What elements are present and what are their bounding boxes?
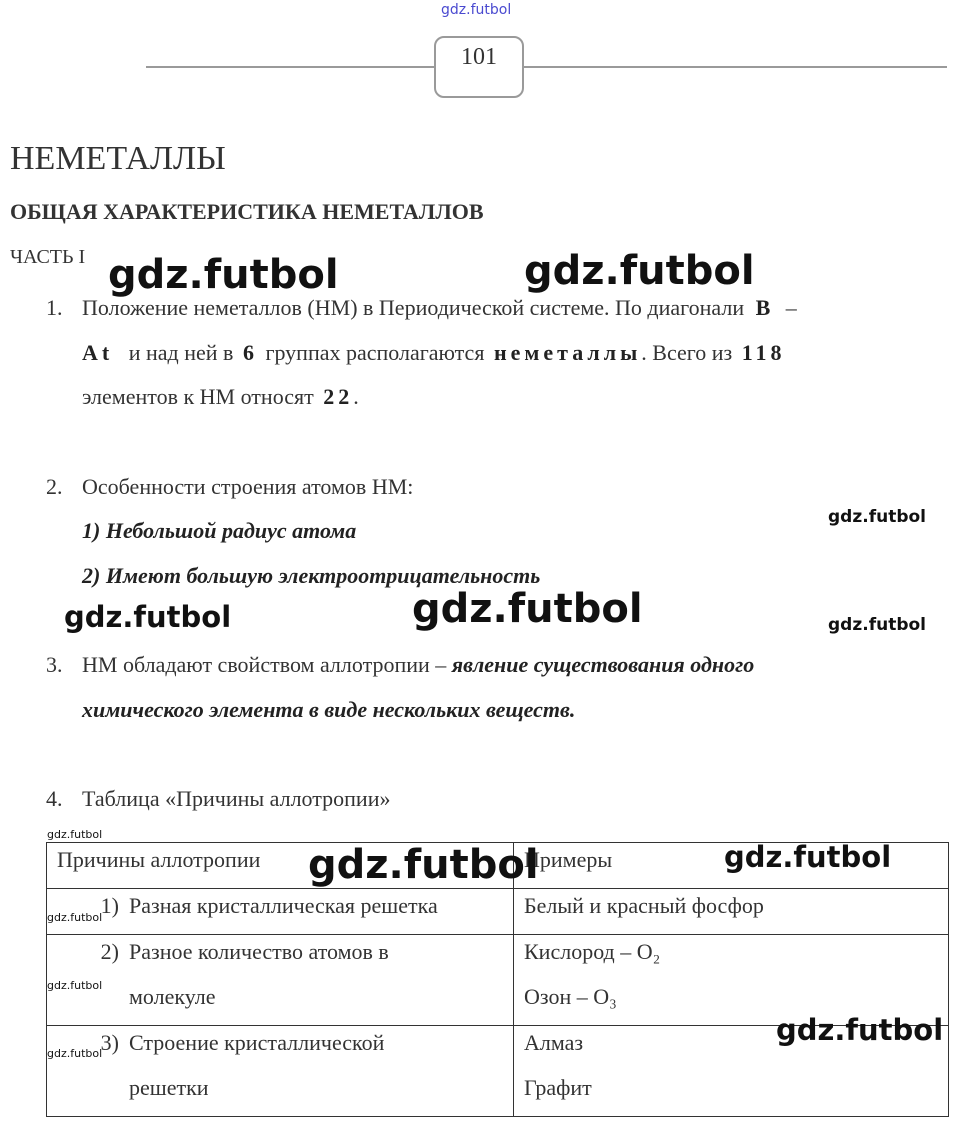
watermark: gdz.futbol bbox=[47, 911, 103, 924]
table-cause-cell bbox=[47, 889, 514, 935]
item-2-text: Особенности строения атомов НМ: bbox=[82, 474, 414, 499]
watermark: gdz.futbol bbox=[524, 248, 755, 294]
table-cause-cell bbox=[47, 1026, 514, 1117]
cause-text: молекуле bbox=[129, 984, 216, 1009]
row-number: 3) bbox=[100, 1030, 119, 1055]
page-number: 101 bbox=[461, 44, 497, 70]
item-1-answer-count: 22 bbox=[323, 384, 354, 409]
item-4-text: Таблица «Причины аллотропии» bbox=[82, 786, 391, 811]
table-cause-cell bbox=[47, 935, 514, 1026]
item-1-text-1: Положение неметаллов (НМ) в Периодической системе. По диагонали bbox=[82, 295, 745, 320]
item-2-point-1: 1) Небольшой радиус атома bbox=[82, 518, 357, 543]
item-1-number: 1. bbox=[46, 295, 63, 320]
example-text: Кислород – O₂ bbox=[524, 939, 661, 964]
watermark-top: gdz.futbol bbox=[441, 2, 512, 18]
header-rule-right bbox=[520, 66, 947, 68]
watermark: gdz.futbol bbox=[47, 828, 103, 841]
item-3-answer-part-1: явление существования одного bbox=[451, 652, 755, 677]
item-1-answer-total: 118 bbox=[741, 340, 786, 365]
item-2-number: 2. bbox=[46, 474, 63, 499]
item-1-answer-nonmetals: неметаллы bbox=[493, 340, 642, 365]
watermark: gdz.futbol bbox=[828, 507, 926, 527]
table-header-causes: Причины аллотропии bbox=[47, 843, 514, 889]
table-example-cell bbox=[514, 889, 949, 935]
page-title: НЕМЕТАЛЛЫ bbox=[10, 140, 226, 177]
item-3-line-1 bbox=[82, 652, 754, 678]
table-row bbox=[47, 889, 949, 935]
part-label: ЧАСТЬ I bbox=[10, 246, 86, 268]
watermark: gdz.futbol bbox=[724, 840, 892, 874]
watermark: gdz.futbol bbox=[308, 842, 539, 888]
item-3-number: 3. bbox=[46, 652, 63, 677]
item-1-line-1 bbox=[82, 295, 797, 321]
example-text: Белый и красный фосфор bbox=[524, 893, 764, 918]
item-1-line-2 bbox=[82, 340, 786, 366]
example-text: Озон – O₃ bbox=[524, 984, 617, 1009]
table-row bbox=[47, 935, 949, 1026]
item-2-point-2: 2) Имеют большую электроотрицательность bbox=[82, 563, 541, 588]
row-number: 1) bbox=[100, 893, 119, 918]
item-1-text-2: и над ней в bbox=[128, 340, 234, 365]
item-1-answer-at: At bbox=[82, 340, 114, 365]
cause-text: Разная кристаллическая решетка bbox=[129, 893, 438, 918]
example-text: Графит bbox=[524, 1075, 592, 1100]
item-1-text-4: . Всего из bbox=[641, 340, 733, 365]
watermark: gdz.futbol bbox=[47, 1047, 103, 1060]
watermark: gdz.futbol bbox=[64, 600, 232, 634]
cause-text: Строение кристаллической bbox=[129, 1030, 385, 1055]
item-1-dash: – bbox=[785, 295, 797, 320]
watermark: gdz.futbol bbox=[108, 252, 339, 298]
cause-text: решетки bbox=[129, 1075, 209, 1100]
watermark: gdz.futbol bbox=[828, 615, 926, 635]
example-text: Алмаз bbox=[524, 1030, 584, 1055]
row-number: 2) bbox=[100, 939, 119, 964]
table-example-cell bbox=[514, 935, 949, 1026]
cause-text: Разное количество атомов в bbox=[129, 939, 389, 964]
item-1-line-3 bbox=[82, 384, 359, 410]
watermark: gdz.futbol bbox=[776, 1013, 944, 1047]
item-3-answer-part-2: химического элемента в виде нескольких веществ. bbox=[82, 697, 576, 722]
item-1-answer-groups: 6 bbox=[242, 340, 254, 365]
item-4-number: 4. bbox=[46, 786, 63, 811]
item-3-text: НМ обладают свойством аллотропии – bbox=[82, 652, 447, 677]
watermark: gdz.futbol bbox=[47, 979, 103, 992]
item-1-text-5: элементов к НМ относят bbox=[82, 384, 314, 409]
item-1-text-6: . bbox=[353, 384, 359, 409]
table-header-examples: Примеры bbox=[514, 843, 949, 889]
section-title: ОБЩАЯ ХАРАКТЕРИСТИКА НЕМЕТАЛЛОВ bbox=[10, 199, 484, 224]
header-rule-left bbox=[146, 66, 434, 68]
item-1-text-3: группах располагаются bbox=[265, 340, 485, 365]
item-1-answer-b: B bbox=[755, 295, 771, 320]
watermark: gdz.futbol bbox=[412, 586, 643, 632]
